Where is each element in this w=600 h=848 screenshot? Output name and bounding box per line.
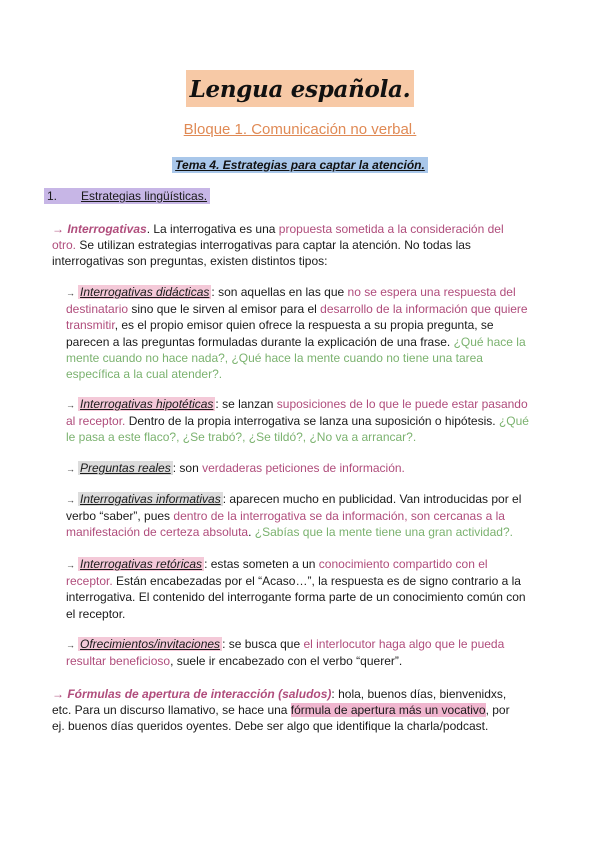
closing-heading: Fórmulas de apertura de interacción (saludos) bbox=[67, 687, 332, 701]
item-highlight: suposiciones de lo que le puede estar pasando al receptor. bbox=[66, 397, 528, 429]
list-item-reales bbox=[66, 460, 532, 477]
item-text: , es el propio emisor quien ofrece la respuesta a su propia pregunta, se parecen a las preguntas formuladas durante la explicación de una frase. bbox=[66, 318, 494, 349]
closing-marked-text: fórmula de apertura más un vocativo bbox=[290, 703, 486, 718]
topic-container bbox=[0, 156, 600, 174]
intro-paragraph bbox=[52, 221, 522, 270]
item-highlight: dentro de la interrogativa se da información, son cercanas a la manifestación de certeza absoluta bbox=[66, 509, 505, 540]
bullet-arrow-icon: → bbox=[66, 560, 75, 570]
term-label: Interrogativas informativas bbox=[80, 492, 221, 506]
term-label: Preguntas reales bbox=[80, 461, 171, 475]
arrow-icon: → bbox=[52, 222, 64, 236]
bullet-arrow-icon: → bbox=[66, 288, 75, 298]
closing-text-2: , por ej. buenos días queridos oyentes. Debe ser algo que identifique la charla/podcast. bbox=[52, 703, 510, 734]
intro-highlight: propuesta sometida a la consideración del otro. bbox=[52, 222, 504, 253]
topic-heading: Tema 4. Estrategias para captar la atención. bbox=[172, 157, 428, 173]
item-highlight: conocimiento compartido con el receptor. bbox=[66, 557, 488, 589]
item-text: . bbox=[248, 525, 255, 540]
bullet-arrow-icon: → bbox=[66, 640, 75, 650]
bullet-arrow-icon: → bbox=[66, 464, 75, 474]
list-item-ofrecimientos bbox=[66, 636, 532, 669]
term-label: Interrogativas didácticas bbox=[80, 285, 210, 299]
closing-paragraph bbox=[52, 686, 522, 735]
item-highlight: no se espera una respuesta del destinatario bbox=[66, 285, 516, 317]
list-item-hipoteticas bbox=[66, 396, 532, 446]
item-text: : estas someten a un bbox=[204, 557, 319, 571]
subtitle: Bloque 1. Comunicación no verbal. bbox=[183, 121, 417, 138]
intro-heading: Interrogativas bbox=[67, 222, 147, 236]
item-text: , suele ir encabezado con el verbo “querer”. bbox=[170, 654, 403, 669]
section-highlight bbox=[44, 188, 210, 204]
item-example: ¿Qué hace la mente cuando no hace nada?, ¿Qué hace la mente cuando no tiene una tarea específica a la cual atender?. bbox=[66, 334, 526, 382]
item-highlight: el interlocutor haga algo que le pueda resultar beneficioso bbox=[66, 637, 505, 669]
arrow-icon: → bbox=[52, 687, 64, 701]
section-label: Estrategias lingüísticas. bbox=[81, 189, 208, 203]
item-example: ¿Sabías que la mente tiene una gran actividad?. bbox=[254, 525, 513, 540]
item-highlight: desarrollo de la información que quiere transmitir bbox=[66, 302, 528, 333]
list-item-informativas bbox=[66, 491, 532, 541]
list-item-retoricas bbox=[66, 556, 532, 622]
item-text: : se busca que bbox=[222, 637, 304, 651]
list-item-didacticas bbox=[66, 284, 532, 382]
item-highlight: verdaderas peticiones de información. bbox=[202, 461, 405, 475]
item-text: Dentro de la propia interrogativa se lanza una suposición o hipótesis. bbox=[125, 414, 499, 429]
term-label: Interrogativas hipotéticas bbox=[80, 397, 214, 411]
page-title: Lengua española. bbox=[186, 70, 415, 107]
intro-text-1: . La interrogativa es una bbox=[146, 222, 279, 236]
title-container bbox=[0, 70, 600, 107]
term-label: Ofrecimientos/invitaciones bbox=[80, 637, 221, 651]
section-number: 1. bbox=[47, 189, 58, 203]
item-text: : son bbox=[172, 461, 203, 475]
item-text: : aparecen mucho en publicidad. Van introducidas por el verbo “saber”, pues bbox=[66, 492, 522, 524]
item-text: Están encabezadas por el “Acaso…”, la respuesta es de signo contrario a la interrogativa. El contenido del interrogante forma parte de un conocimiento común con el receptor. bbox=[66, 574, 526, 621]
item-text: : se lanzan bbox=[215, 397, 277, 411]
item-text: sino que le sirven al emisor para el bbox=[128, 302, 321, 317]
intro-text-2: Se utilizan estrategias interrogativas para captar la atención. No todas las interrogativas son preguntas, existen distintos tipos: bbox=[52, 238, 471, 269]
bullet-arrow-icon: → bbox=[66, 400, 75, 410]
closing-text-1: : hola, buenos días, bienvenidxs, etc. Para un discurso llamativo, se hace una bbox=[52, 687, 507, 718]
item-text: : son aquellas en las que bbox=[211, 285, 348, 299]
bullet-arrow-icon: → bbox=[66, 495, 75, 505]
section-heading bbox=[44, 188, 574, 204]
item-example: ¿Qué le pasa a este flaco?, ¿Se trabó?, ¿Se tildó?, ¿No va a arrancar?. bbox=[66, 414, 529, 445]
term-label: Interrogativas retóricas bbox=[80, 557, 203, 571]
